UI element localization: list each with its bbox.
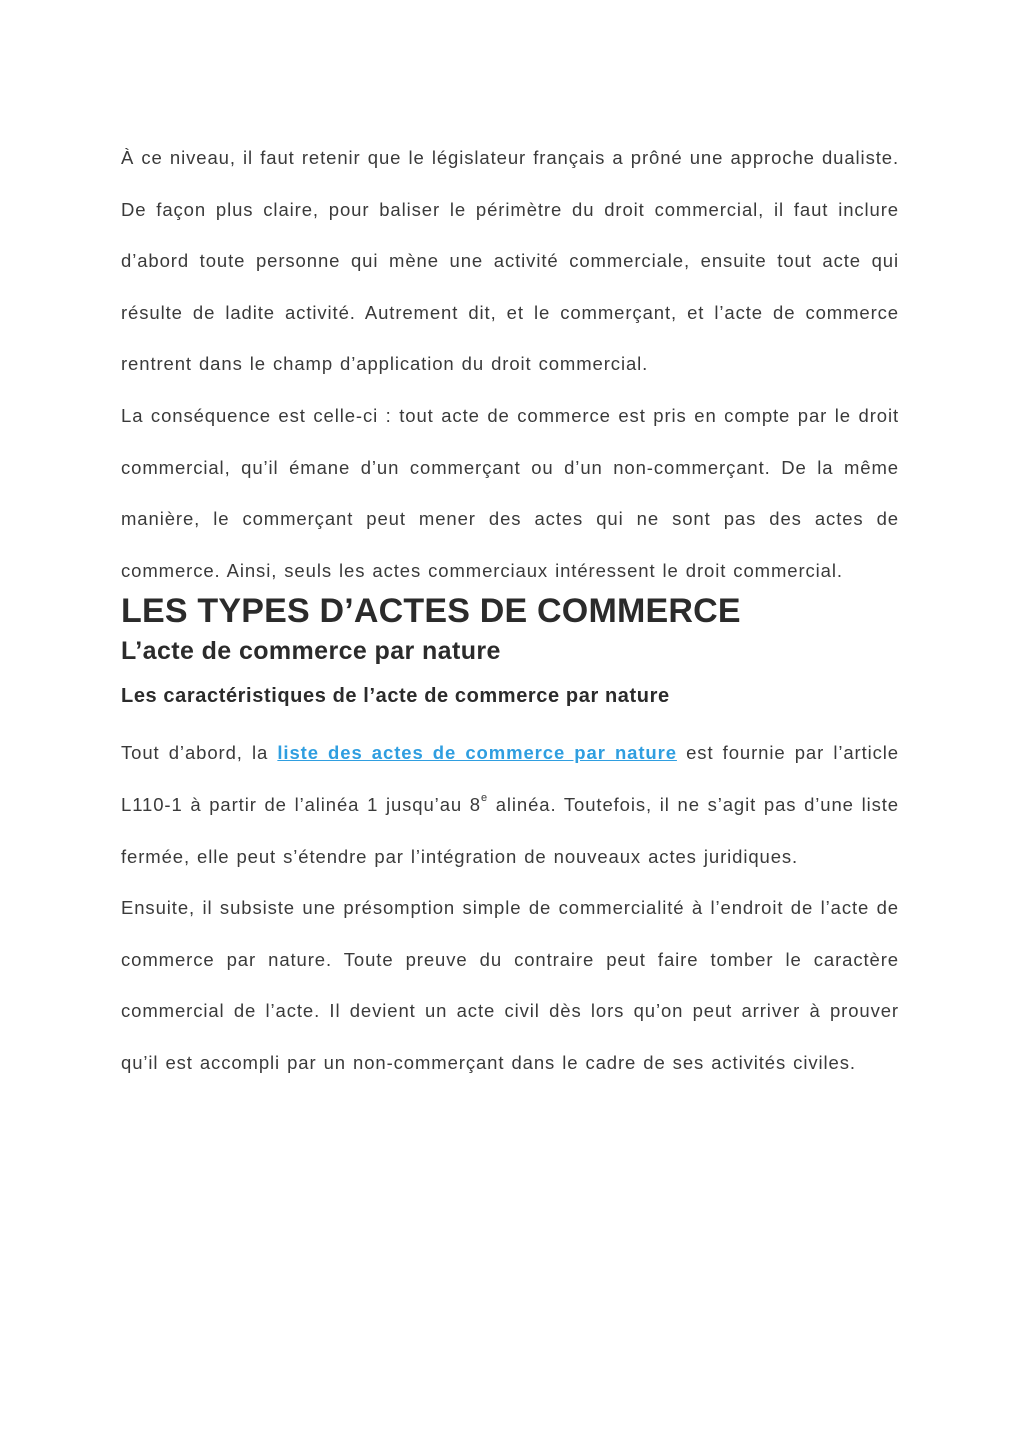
body-paragraph-3	[121, 727, 899, 882]
paragraph-text: Tout d’abord, la	[121, 742, 278, 764]
paragraph-text: est fournie par l’article L110-1 à partir de l’alinéa 1 jusqu’au 8	[121, 742, 899, 815]
actes-par-nature-link[interactable]: liste des actes de commerce par nature	[277, 742, 677, 764]
subsection-heading: L’acte de commerce par nature	[121, 637, 501, 666]
body-paragraph-4: Ensuite, il subsiste une présomption simple de commercialité à l’endroit de l’acte de commerce par nature. Toute preuve du contraire peut faire tomber le caractère commercial de l’acte. Il devient un acte civil dès lors qu’on peut arriver à prouver qu’il est accompli par un non-commerçant dans le cadre de ses activités civiles.	[121, 897, 899, 1073]
subsubsection-heading: Les caractéristiques de l’acte de commerce par nature	[121, 685, 670, 708]
intro-paragraph-1: À ce niveau, il faut retenir que le législateur français a prôné une approche dualiste. De façon plus claire, pour baliser le périmètre du droit commercial, il faut inclure d’abord toute personne qui mène une activité commerciale, ensuite tout acte qui résulte de ladite activité. Autrement dit, et le commerçant, et l’acte de commerce rentrent dans le champ d’application du droit commercial.	[121, 147, 899, 375]
section-heading: LES TYPES D’ACTES DE COMMERCE	[121, 592, 741, 631]
superscript: e	[480, 791, 488, 804]
paragraph-text: alinéa. Toutefois, il ne s’agit pas d’une liste fermée, elle peut s’étendre par l’intégration de nouveaux actes juridiques.	[121, 793, 899, 867]
document-page	[121, 132, 899, 1089]
intro-paragraph-2: La conséquence est celle-ci : tout acte de commerce est pris en compte par le droit commercial, qu’il émane d’un commerçant ou d’un non-commerçant. De la même manière, le commerçant peut mener des actes qui ne sont pas des actes de commerce. Ainsi, seuls les actes commerciaux intéressent le droit commercial.	[121, 404, 899, 581]
